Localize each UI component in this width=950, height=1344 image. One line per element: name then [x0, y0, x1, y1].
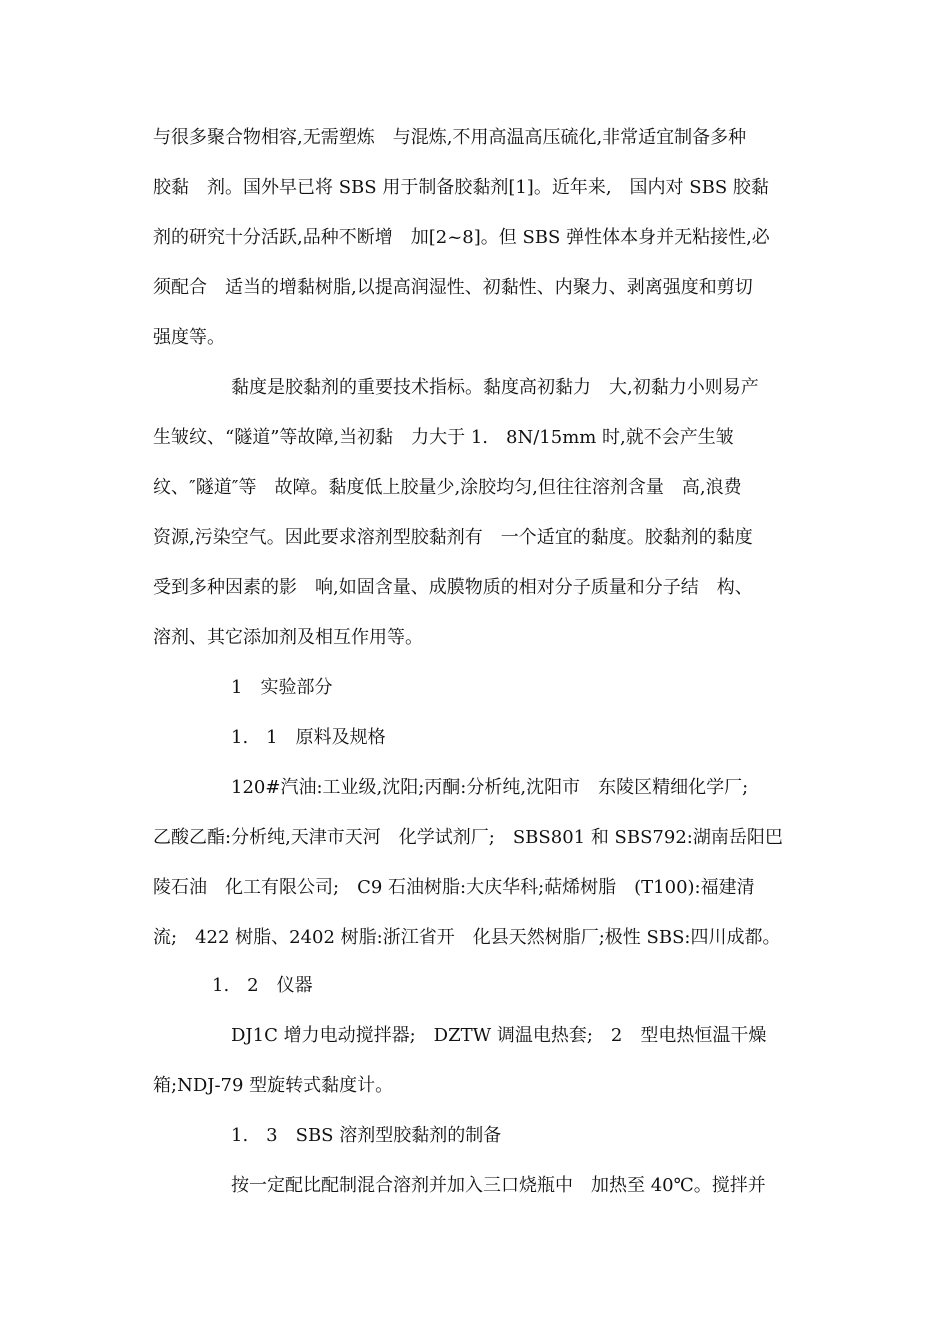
paragraph-line: 乙酸乙酯:分析纯,天津市天河 化学试剂厂; SBS801 和 SBS792:湖南岳阳巴: [153, 827, 783, 848]
paragraph-line: 纹、″隧道″等 故障。黏度低上胶量少,涂胶均匀,但往往溶剂含量 高,浪费: [153, 477, 742, 498]
paragraph-line: 资源,污染空气。因此要求溶剂型胶黏剂有 一个适宜的黏度。胶黏剂的黏度: [153, 527, 753, 548]
paragraph-line: 溶剂、其它添加剂及相互作用等。: [153, 627, 423, 648]
paragraph-line: 受到多种因素的影 响,如固含量、成膜物质的相对分子质量和分子结 构、: [153, 577, 753, 598]
paragraph-line: 须配合 适当的增黏树脂,以提高润湿性、初黏性、内聚力、剥离强度和剪切: [153, 277, 753, 298]
paragraph-line: 120#汽油:工业级,沈阳;丙酮:分析纯,沈阳市 东陵区精细化学厂;: [231, 777, 749, 798]
paragraph-line: 与很多聚合物相容,无需塑炼 与混炼,不用高温高压硫化,非常适宜制备多种: [153, 127, 747, 148]
paragraph-line: DJ1C 增力电动搅拌器; DZTW 调温电热套; 2 型电热恒温干燥: [231, 1025, 767, 1046]
paragraph-line: 剂的研究十分活跃,品种不断增 加[2~8]。但 SBS 弹性体本身并无粘接性,必: [153, 227, 770, 248]
paragraph-line: 流; 422 树脂、2402 树脂:浙江省开 化县天然树脂厂;极性 SBS:四川成都。: [153, 927, 781, 948]
subsection-heading: 1. 2 仪器: [212, 975, 313, 996]
paragraph-line: 按一定配比配制混合溶剂并加入三口烧瓶中 加热至 40℃。搅拌并: [231, 1175, 766, 1196]
subsection-heading: 1. 3 SBS 溶剂型胶黏剂的制备: [231, 1125, 502, 1146]
paragraph-line: 胶黏 剂。国外早已将 SBS 用于制备胶黏剂[1]。近年来, 国内对 SBS 胶黏: [153, 177, 769, 198]
paragraph-line: 黏度是胶黏剂的重要技术指标。黏度高初黏力 大,初黏力小则易产: [231, 377, 759, 398]
section-heading: 1 实验部分: [231, 677, 333, 698]
paragraph-line: 箱;NDJ-79 型旋转式黏度计。: [153, 1075, 394, 1096]
paragraph-line: 生皱纹、“隧道”等故障,当初黏 力大于 1. 8N/15mm 时,就不会产生皱: [153, 427, 734, 448]
paragraph-line: 强度等。: [153, 327, 225, 348]
paragraph-line: 陵石油 化工有限公司; C9 石油树脂:大庆华科;萜烯树脂 (T100):福建清: [153, 877, 755, 898]
subsection-heading: 1. 1 原料及规格: [231, 727, 386, 748]
